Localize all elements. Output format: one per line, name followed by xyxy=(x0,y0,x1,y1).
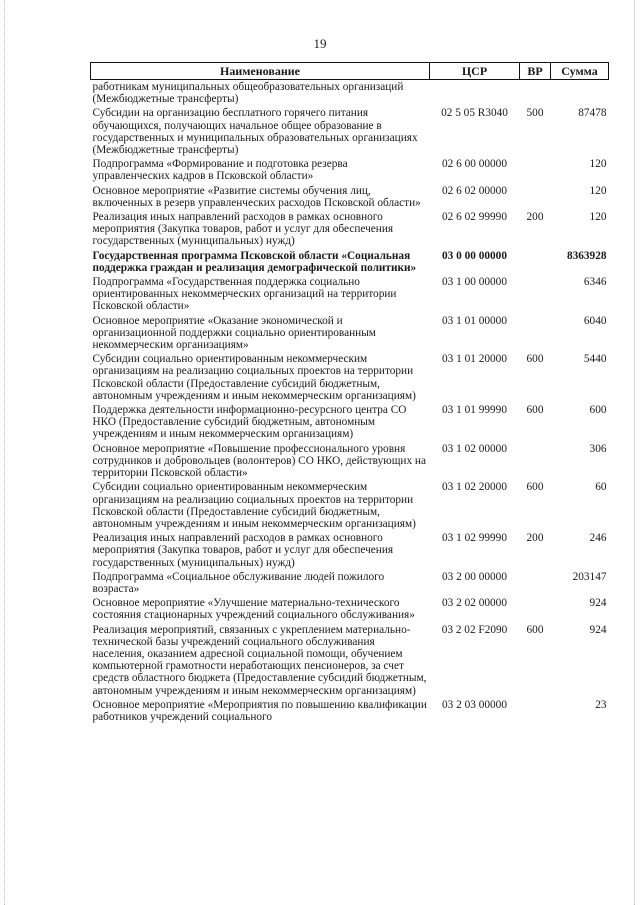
table-row xyxy=(91,157,609,183)
row-csr-cell: 03 1 00 00000 xyxy=(442,276,507,289)
row-vr-cell xyxy=(520,442,551,481)
row-sum-cell: 6346 xyxy=(583,276,607,289)
row-sum-cell: 120 xyxy=(589,211,607,224)
row-csr-cell: 03 2 03 00000 xyxy=(442,698,507,711)
row-vr-cell: 500 xyxy=(526,107,544,120)
row-csr-cell: 03 1 01 20000 xyxy=(442,353,507,366)
row-csr-cell: 03 1 01 99990 xyxy=(442,404,507,417)
row-csr-cell: 02 6 02 00000 xyxy=(442,184,507,197)
row-sum-cell: 306 xyxy=(589,442,607,455)
row-csr-cell: 02 6 02 99990 xyxy=(442,211,507,224)
row-vr-cell: 600 xyxy=(526,623,544,636)
row-vr-cell xyxy=(520,184,551,210)
row-vr-cell xyxy=(520,80,551,107)
row-sum-cell: 6040 xyxy=(583,314,607,327)
row-name-cell: Подпрограмма «Социальное обслуживание людей пожилого возраста» xyxy=(92,570,385,595)
row-vr-cell: 200 xyxy=(526,211,544,224)
row-vr-cell: 200 xyxy=(526,532,544,545)
row-name-cell: Основное мероприятие «Повышение профессионального уровня сотрудников и добровольцев (волонтеров) СО НКО, действующих на территории Псковской области» xyxy=(92,442,426,480)
row-name-cell: Субсидии на организацию бесплатного горячего питания обучающихся, получающих начальное общее образование в государственных и муниципальных образовательных организациях (Межбюджетные трансферты) xyxy=(92,107,418,157)
table-row xyxy=(91,403,609,442)
row-csr-cell: 02 6 00 00000 xyxy=(442,158,507,171)
row-vr-cell xyxy=(520,596,551,622)
row-vr-cell: 600 xyxy=(526,353,544,366)
row-vr-cell: 600 xyxy=(526,404,544,417)
row-name-cell: Реализация мероприятий, связанных с укреплением материально-технической базы учреждений социального обслуживания населения, оказанием адресной социальной помощи, обучением компьютерной грамотности неработающих пенсионеров, за счет средств областного бюджета (Предоставление субсидий бюджетным, автономным учреждениям и иным некоммерческим организациям) xyxy=(92,623,427,697)
row-csr-cell: 03 2 02 F2090 xyxy=(441,623,508,636)
table-body xyxy=(91,80,609,725)
header-vr: ВР xyxy=(520,63,551,80)
row-csr-cell xyxy=(430,80,520,107)
row-csr-cell: 03 2 00 00000 xyxy=(442,570,507,583)
row-name-cell: Основное мероприятие «Улучшение материально-технического состояния стационарных учреждений социального обслуживания» xyxy=(92,597,415,622)
scan-edge-left xyxy=(4,0,6,905)
table-row xyxy=(91,275,609,314)
row-name-cell: работникам муниципальных общеобразовательных организаций (Межбюджетные трансферты) xyxy=(92,81,404,106)
row-csr-cell: 02 5 05 R3040 xyxy=(441,107,508,120)
row-sum-cell: 5440 xyxy=(583,353,607,366)
row-vr-cell xyxy=(520,570,551,596)
row-csr-cell: 03 1 02 99990 xyxy=(442,532,507,545)
row-sum-cell: 120 xyxy=(589,158,607,171)
row-name-cell: Субсидии социально ориентированным некоммерческим организациям на реализацию социальных проектов на территории Псковской области (Предоставление субсидий бюджетным, автономным учреждениям и иным некоммерческим организациям) xyxy=(92,481,416,530)
table-row xyxy=(91,184,609,210)
row-name-cell: Реализация иных направлений расходов в рамках основного мероприятия (Закупка товаров, работ и услуг для обеспечения государственных (муниципальных) нужд) xyxy=(92,532,394,569)
row-name-cell: Государственная программа Псковской области «Социальная поддержка граждан и реализация демографической политики» xyxy=(92,249,417,274)
row-name-cell: Основное мероприятие «Оказание экономической и организационной поддержки социально ориентированным некоммерческим организациям» xyxy=(92,314,376,352)
table-row xyxy=(91,570,609,596)
budget-table xyxy=(90,62,609,724)
row-sum-cell: 203147 xyxy=(572,570,607,583)
row-vr-cell: 600 xyxy=(526,481,544,494)
table-row xyxy=(91,442,609,481)
table-row xyxy=(91,698,609,724)
row-sum-cell: 924 xyxy=(589,623,607,636)
row-csr-cell: 03 0 00 00000 xyxy=(442,249,507,262)
row-sum-cell: 120 xyxy=(589,184,607,197)
row-name-cell: Реализация иных направлений расходов в рамках основного мероприятия (Закупка товаров, работ и услуг для обеспечения государственных (муниципальных) нужд) xyxy=(92,211,394,248)
row-vr-cell xyxy=(520,275,551,314)
row-name-cell: Субсидии социально ориентированным некоммерческим организациям на реализацию социальных проектов на территории Псковской области (Предоставление субсидий бюджетным, автономным учреждениям и иным некоммерческим организациям) xyxy=(92,353,416,402)
row-vr-cell xyxy=(520,698,551,724)
row-name-cell: Подпрограмма «Государственная поддержка социально ориентированных некоммерческих организаций на территории Псковской области» xyxy=(92,276,397,313)
row-sum-cell: 23 xyxy=(595,698,607,711)
row-name-cell: Основное мероприятие «Мероприятия по повышению квалификации работников учреждений социального xyxy=(92,698,427,723)
row-csr-cell: 03 1 02 20000 xyxy=(442,481,507,494)
row-vr-cell xyxy=(520,249,551,275)
table-row xyxy=(91,80,609,107)
header-csr: ЦСР xyxy=(430,63,520,80)
page-number: 19 xyxy=(313,36,327,51)
header-sum: Сумма xyxy=(551,63,609,80)
table-row xyxy=(91,210,609,249)
table-row xyxy=(91,531,609,570)
table-row xyxy=(91,106,609,157)
table-row xyxy=(91,352,609,403)
table-header-row xyxy=(91,63,609,80)
table-row xyxy=(91,480,609,531)
table-row xyxy=(91,623,609,698)
row-sum-cell: 60 xyxy=(595,481,607,494)
row-name-cell: Подпрограмма «Формирование и подготовка резерва управленческих кадров в Псковской области» xyxy=(92,158,348,183)
row-vr-cell xyxy=(520,314,551,353)
row-name-cell: Поддержка деятельности информационно-ресурсного центра СО НКО (Предоставление субсидий бюджетным, автономным учреждениям и иным некоммерческим организациям) xyxy=(92,404,407,441)
row-sum-cell: 246 xyxy=(589,532,607,545)
table-row xyxy=(91,314,609,353)
header-name: Наименование xyxy=(91,63,430,80)
table-row xyxy=(91,596,609,622)
row-sum-cell: 87478 xyxy=(578,107,607,120)
row-vr-cell xyxy=(520,157,551,183)
row-sum-cell: 924 xyxy=(589,597,607,610)
row-csr-cell: 03 1 02 00000 xyxy=(442,442,507,455)
row-csr-cell: 03 1 01 00000 xyxy=(442,314,507,327)
row-sum-cell: 8363928 xyxy=(566,249,607,262)
row-name-cell: Основное мероприятие «Развитие системы обучения лиц, включенных в резерв управленческих расходов Псковской области» xyxy=(92,184,421,209)
row-sum-cell: 600 xyxy=(589,404,607,417)
row-sum-cell xyxy=(551,80,609,107)
table-row xyxy=(91,249,609,275)
row-csr-cell: 03 2 02 00000 xyxy=(442,597,507,610)
scan-edge-right xyxy=(634,0,636,905)
